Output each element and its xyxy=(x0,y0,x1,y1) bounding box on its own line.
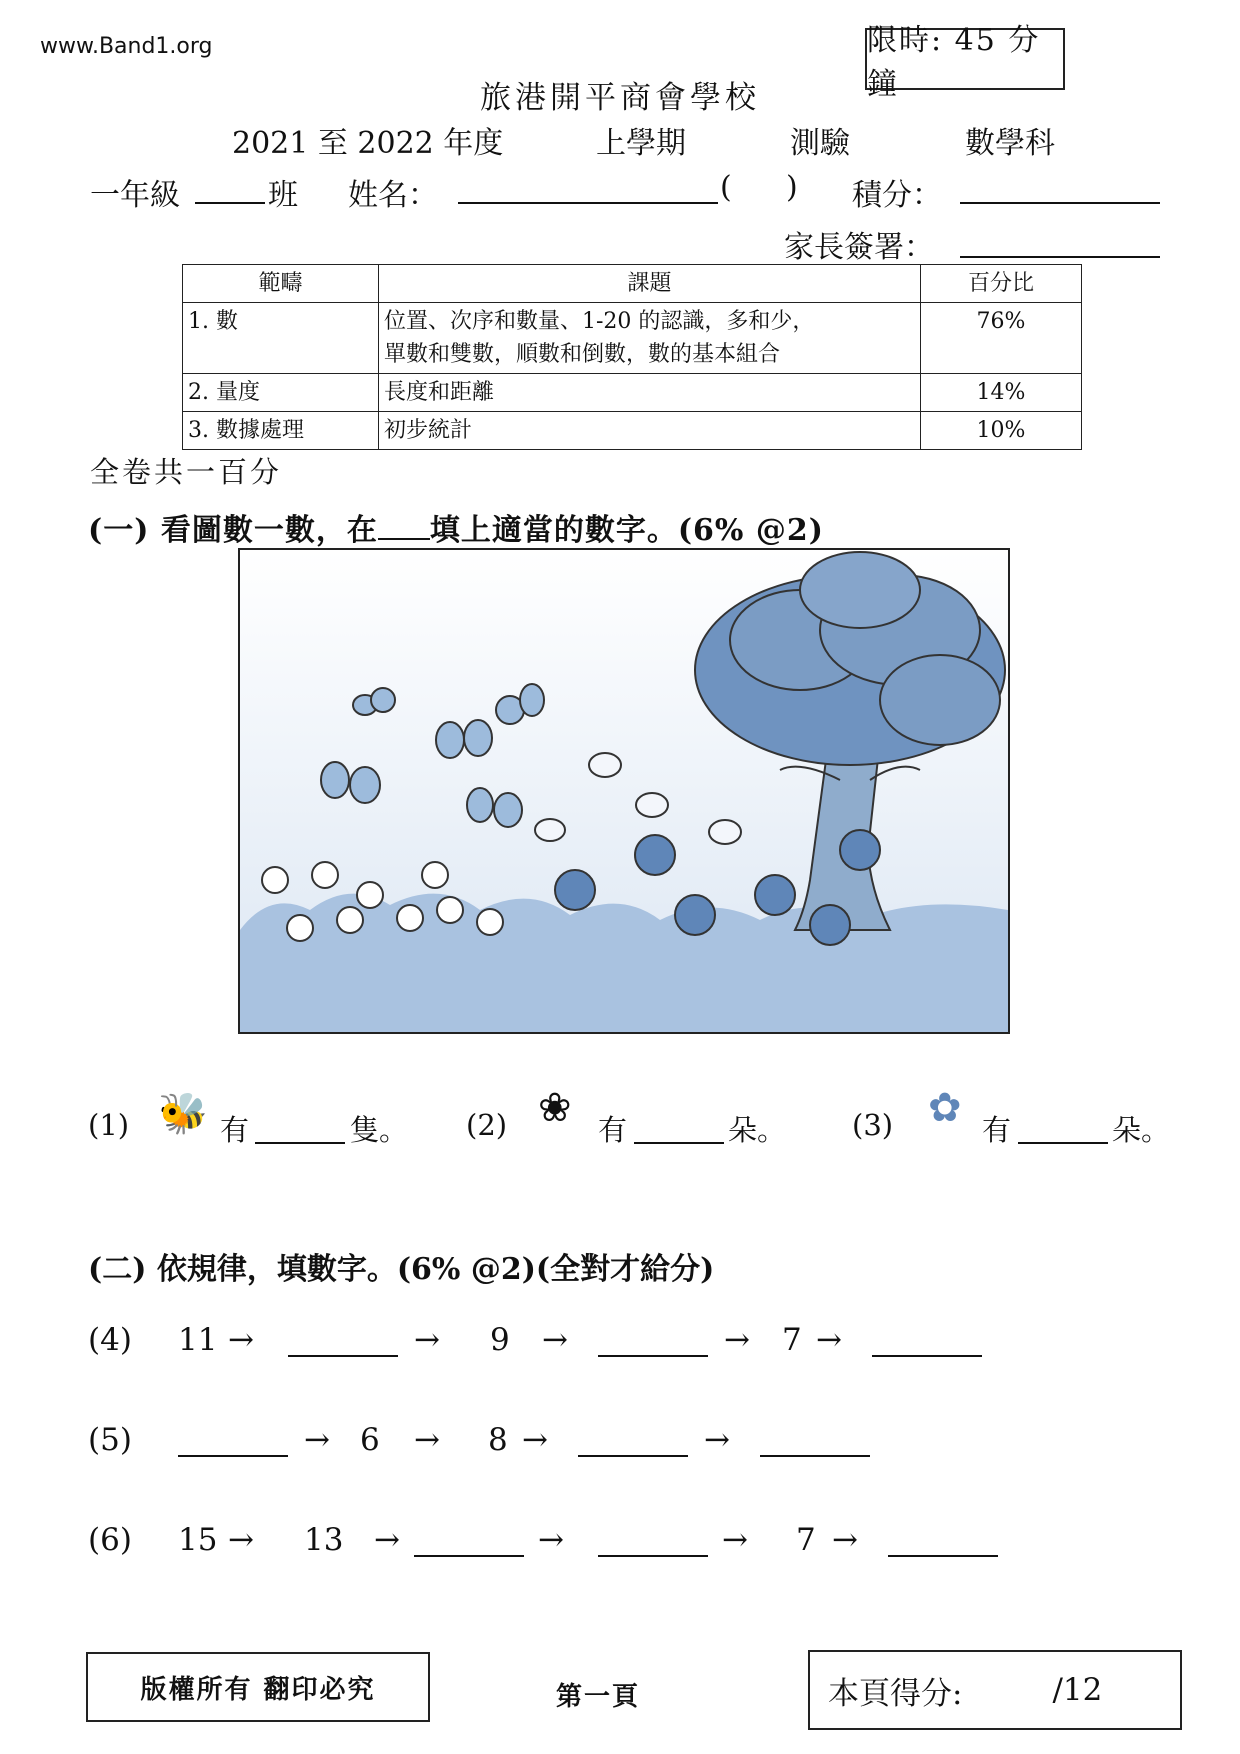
section1-title xyxy=(88,505,824,549)
term: 上學期 xyxy=(596,126,686,161)
arrow-icon: → xyxy=(414,1422,440,1458)
exam-type: 測驗 xyxy=(790,126,850,161)
arrow-icon: → xyxy=(542,1322,568,1358)
q1-has: 有 xyxy=(220,1113,250,1147)
arrow-icon: → xyxy=(522,1422,548,1458)
section1-title-a: (一) 看圖數一數，在 xyxy=(88,513,378,548)
topic-cell: 初步統計 xyxy=(379,412,921,450)
table-header-row xyxy=(183,265,1082,303)
arrow-icon: → xyxy=(304,1422,330,1458)
table-row xyxy=(183,303,1082,374)
section1-title-b: 填上適當的數字。(6% @2) xyxy=(429,513,824,548)
q5-blank-1[interactable] xyxy=(178,1425,288,1457)
q6-number: (6) xyxy=(88,1522,132,1558)
topic-line: 單數和雙數，順數和倒數，數的基本組合 xyxy=(384,342,781,367)
topic-line: 位置、次序和數量、1-20 的認識，多和少， xyxy=(384,309,815,334)
topic-cell xyxy=(379,303,921,374)
arrow-icon: → xyxy=(414,1322,440,1358)
total-marks: 全卷共一百分 xyxy=(90,455,283,489)
q6-blank-1[interactable] xyxy=(414,1525,524,1557)
syllabus-table xyxy=(182,264,1082,450)
arrow-icon: → xyxy=(374,1522,400,1558)
subject: 數學科 xyxy=(965,126,1055,161)
copyright-box: 版權所有 翻印必究 xyxy=(86,1652,430,1722)
q4-value-b: 9 xyxy=(490,1322,510,1358)
school-year: 2021 至 2022 年度 xyxy=(232,126,504,161)
q3-answer-blank[interactable] xyxy=(1018,1112,1108,1144)
title-blank-sample xyxy=(378,514,430,540)
arrow-icon: → xyxy=(228,1522,254,1558)
q4-value-a: 11 xyxy=(178,1322,218,1358)
q6-blank-2[interactable] xyxy=(598,1525,708,1557)
rose-icon: ✿ xyxy=(928,1085,962,1131)
table-header-topic: 課題 xyxy=(379,265,921,303)
q6-value-b: 13 xyxy=(304,1522,344,1558)
q3-unit: 朵。 xyxy=(1112,1113,1171,1147)
q5-value-b: 8 xyxy=(488,1422,508,1458)
q5-value-a: 6 xyxy=(360,1422,380,1458)
q5-blank-2[interactable] xyxy=(578,1425,688,1457)
name-label: 姓名： xyxy=(348,178,438,213)
class-blank[interactable] xyxy=(195,172,265,204)
q4-blank-3[interactable] xyxy=(872,1325,982,1357)
q6-value-a: 15 xyxy=(178,1522,218,1558)
q4-blank-2[interactable] xyxy=(598,1325,708,1357)
class-number-open: ( xyxy=(720,170,732,205)
page-number: 第一頁 xyxy=(556,1682,641,1712)
percent-cell: 14% xyxy=(921,374,1082,412)
table-row xyxy=(183,374,1082,412)
table-header-area: 範疇 xyxy=(183,265,379,303)
q2-has: 有 xyxy=(598,1113,628,1147)
time-limit-box: 限時: 45 分鐘 xyxy=(865,28,1065,90)
arrow-icon: → xyxy=(704,1422,730,1458)
q2-answer-blank[interactable] xyxy=(634,1112,724,1144)
parent-signature-blank[interactable] xyxy=(960,226,1160,258)
q4-value-c: 7 xyxy=(782,1322,802,1358)
area-cell: 2. 量度 xyxy=(183,374,379,412)
topic-cell: 長度和距離 xyxy=(379,374,921,412)
arrow-icon: → xyxy=(722,1522,748,1558)
parent-signature-label: 家長簽署： xyxy=(784,230,934,265)
table-row xyxy=(183,412,1082,450)
page-score-box xyxy=(808,1650,1182,1730)
q1-unit: 隻。 xyxy=(350,1113,409,1147)
garden-illustration xyxy=(238,548,1010,1034)
score-label: 積分： xyxy=(852,178,942,213)
percent-cell: 10% xyxy=(921,412,1082,450)
table-header-percent: 百分比 xyxy=(921,265,1082,303)
percent-cell: 76% xyxy=(921,303,1082,374)
score-blank[interactable] xyxy=(960,172,1160,204)
q5-number: (5) xyxy=(88,1422,132,1458)
page-score-label: 本頁得分: xyxy=(828,1675,963,1712)
q5-blank-3[interactable] xyxy=(760,1425,870,1457)
class-number-close: ) xyxy=(786,170,798,205)
q3-has: 有 xyxy=(982,1113,1012,1147)
section2-title: (二) 依規律，填數字。(6% @2)(全對才給分) xyxy=(88,1252,715,1287)
arrow-icon: → xyxy=(228,1322,254,1358)
q4-blank-1[interactable] xyxy=(288,1325,398,1357)
arrow-icon: → xyxy=(724,1322,750,1358)
grade-label: 一年級 xyxy=(90,178,180,213)
website-url: www.Band1.org xyxy=(40,34,213,59)
area-cell: 3. 數據處理 xyxy=(183,412,379,450)
q1-number: (1) xyxy=(88,1108,130,1142)
page-score-total: /12 xyxy=(1052,1672,1103,1708)
q3-number: (3) xyxy=(852,1108,894,1142)
arrow-icon: → xyxy=(538,1522,564,1558)
area-cell: 1. 數 xyxy=(183,303,379,374)
q2-number: (2) xyxy=(466,1108,508,1142)
q2-unit: 朵。 xyxy=(728,1113,787,1147)
q1-answer-blank[interactable] xyxy=(255,1112,345,1144)
q4-number: (4) xyxy=(88,1322,132,1358)
garden-scene xyxy=(240,550,1008,1032)
school-name: 旅港開平商會學校 xyxy=(480,80,760,116)
q6-blank-3[interactable] xyxy=(888,1525,998,1557)
q6-value-c: 7 xyxy=(796,1522,816,1558)
name-blank[interactable] xyxy=(458,172,718,204)
class-label: 班 xyxy=(268,178,298,213)
arrow-icon: → xyxy=(816,1322,842,1358)
flower-icon: ❀ xyxy=(538,1085,572,1131)
bee-icon: 🐝 xyxy=(158,1091,208,1137)
arrow-icon: → xyxy=(832,1522,858,1558)
